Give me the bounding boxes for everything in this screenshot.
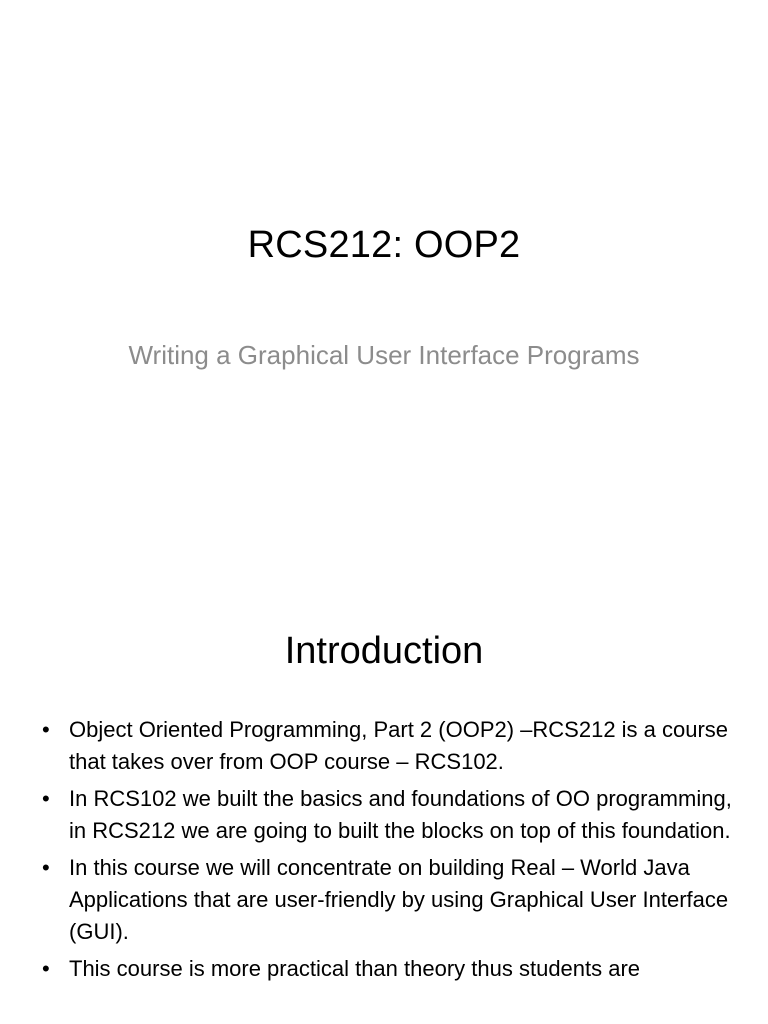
bullet-item (40, 714, 740, 778)
slide-title: RCS212: OOP2 (247, 224, 521, 266)
bullet-icon: • (42, 717, 50, 742)
bullet-list (40, 714, 740, 990)
bullet-item (40, 953, 740, 985)
introduction-slide (0, 576, 768, 1024)
bullet-item (40, 783, 740, 847)
bullet-icon: • (42, 956, 50, 981)
bullet-item (40, 852, 740, 948)
bullet-text: Object Oriented Programming, Part 2 (OOP2) –RCS212 is a course that takes over from OOP course – RCS102. (69, 717, 729, 774)
slide-subtitle: Writing a Graphical User Interface Programs (128, 340, 640, 370)
bullet-text: In RCS102 we built the basics and foundations of OO programming, in RCS212 we are going to built the blocks on top of this foundation. (69, 786, 732, 843)
bullet-icon: • (42, 786, 50, 811)
bullet-text: This course is more practical than theory thus students are (69, 956, 641, 981)
bullet-text: In this course we will concentrate on building Real – World Java Applications that are user-friendly by using Graphical User Interface (GUI). (69, 855, 729, 944)
slide-title: Introduction (284, 630, 484, 672)
bullet-icon: • (42, 855, 50, 880)
